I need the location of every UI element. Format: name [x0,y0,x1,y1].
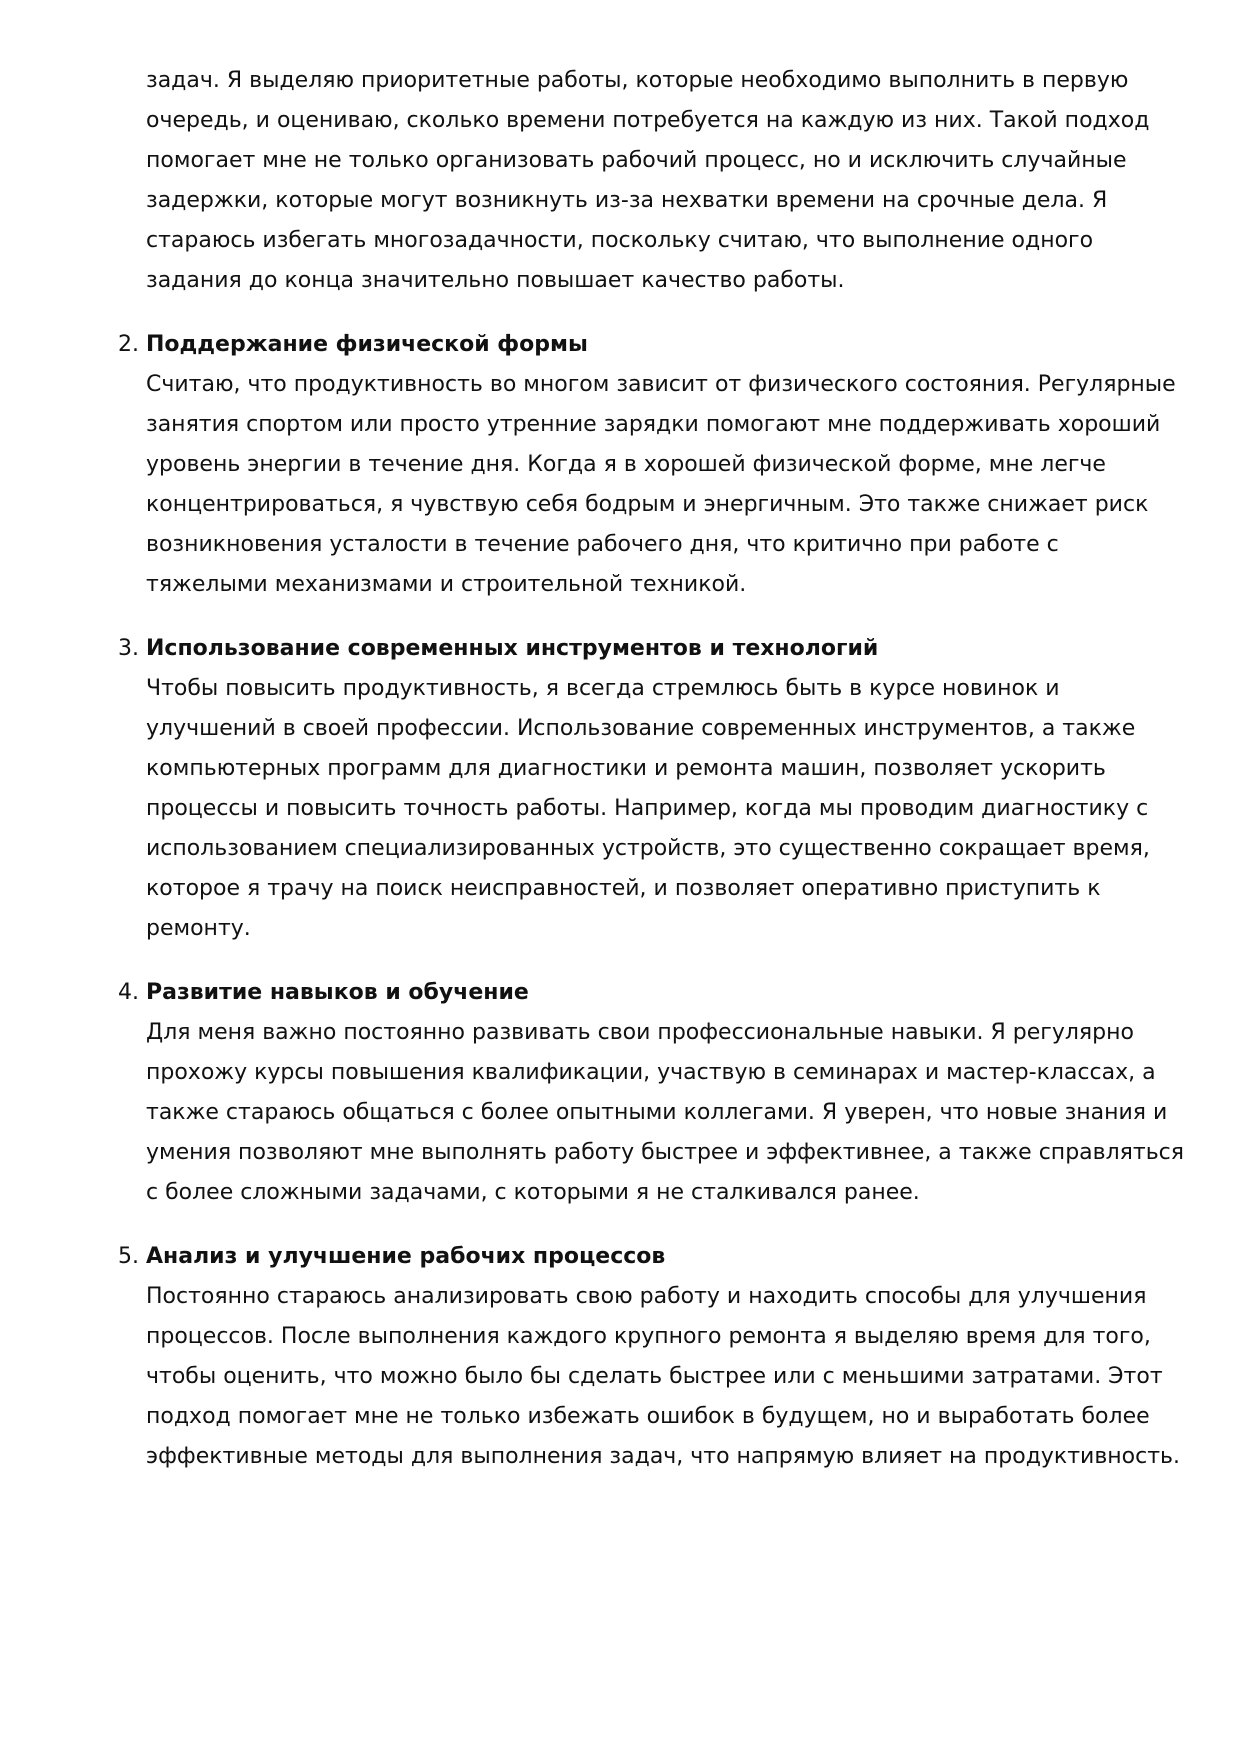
text-line: задания до конца значительно повышает качество работы. [146,268,845,293]
list-item-title: Анализ и улучшение рабочих процессов [146,1244,666,1269]
list-item-title: Поддержание физической формы [146,332,588,357]
text-line: задач. Я выделяю приоритетные работы, которые необходимо выполнить в первую [146,68,1129,93]
text-line: с более сложными задачами, с которыми я не сталкивался ранее. [146,1180,920,1205]
text-line: также стараюсь общаться с более опытными коллегами. Я уверен, что новые знания и [146,1100,1168,1125]
text-line: занятия спортом или просто утренние зарядки помогают мне поддерживать хороший [146,412,1161,437]
list-item-2 [118,325,1176,605]
text-line: Чтобы повысить продуктивность, я всегда стремлюсь быть в курсе новинок и [146,676,1060,701]
text-line: очередь, и оцениваю, сколько времени потребуется на каждую из них. Такой подход [146,108,1150,133]
list-item-number: 3. [118,636,139,661]
list-item-3 [118,629,1156,949]
text-line: компьютерных программ для диагностики и ремонта машин, позволяет ускорить [146,756,1106,781]
text-line: использованием специализированных устройств, это существенно сокращает время, [146,836,1150,861]
text-line: прохожу курсы повышения квалификации, участвую в семинарах и мастер-классах, а [146,1060,1156,1085]
text-line: чтобы оценить, что можно было бы сделать быстрее или с меньшими затратами. Этот [146,1364,1163,1389]
text-line: помогает мне не только организовать рабочий процесс, но и исключить случайные [146,148,1127,173]
list-item-paragraph [146,1013,1185,1213]
text-line: задержки, которые могут возникнуть из-за нехватки времени на срочные дела. Я [146,188,1108,213]
text-line: процессов. После выполнения каждого крупного ремонта я выделяю время для того, [146,1324,1151,1349]
text-line: тяжелыми механизмами и строительной техникой. [146,572,747,597]
list-item-title: Развитие навыков и обучение [146,980,529,1005]
list-item-paragraph [146,669,1156,949]
list-item-5 [118,1237,1181,1477]
list-item-title: Использование современных инструментов и технологий [146,636,879,661]
text-line: подход помогает мне не только избежать ошибок в будущем, но и выработать более [146,1404,1150,1429]
list-item-number: 5. [118,1244,139,1269]
list-item-number: 4. [118,980,139,1005]
text-line: которое я трачу на поиск неисправностей, и позволяет оперативно приступить к [146,876,1101,901]
text-line: умения позволяют мне выполнять работу быстрее и эффективнее, а также справляться [146,1140,1185,1165]
list-item-paragraph [146,1277,1181,1477]
text-line: Для меня важно постоянно развивать свои профессиональные навыки. Я регулярно [146,1020,1134,1045]
text-line: Считаю, что продуктивность во многом зависит от физического состояния. Регулярные [146,372,1176,397]
text-line: уровень энергии в течение дня. Когда я в хорошей физической форме, мне легче [146,452,1106,477]
text-line: Постоянно стараюсь анализировать свою работу и находить способы для улучшения [146,1284,1147,1309]
text-line: возникновения усталости в течение рабочего дня, что критично при работе с [146,532,1059,557]
document-body [118,61,1185,1477]
text-line: улучшений в своей профессии. Использование современных инструментов, а также [146,716,1136,741]
intro-paragraph [146,61,1156,301]
text-line: ремонту. [146,916,251,941]
text-line: концентрироваться, я чувствую себя бодрым и энергичным. Это также снижает риск [146,492,1149,517]
text-line: эффективные методы для выполнения задач, что напрямую влияет на продуктивность. [146,1444,1181,1469]
text-line: процессы и повысить точность работы. Например, когда мы проводим диагностику с [146,796,1149,821]
list-item-4 [118,973,1185,1213]
list-item-number: 2. [118,332,139,357]
list-item-paragraph [146,365,1176,605]
text-line: стараюсь избегать многозадачности, поскольку считаю, что выполнение одного [146,228,1094,253]
